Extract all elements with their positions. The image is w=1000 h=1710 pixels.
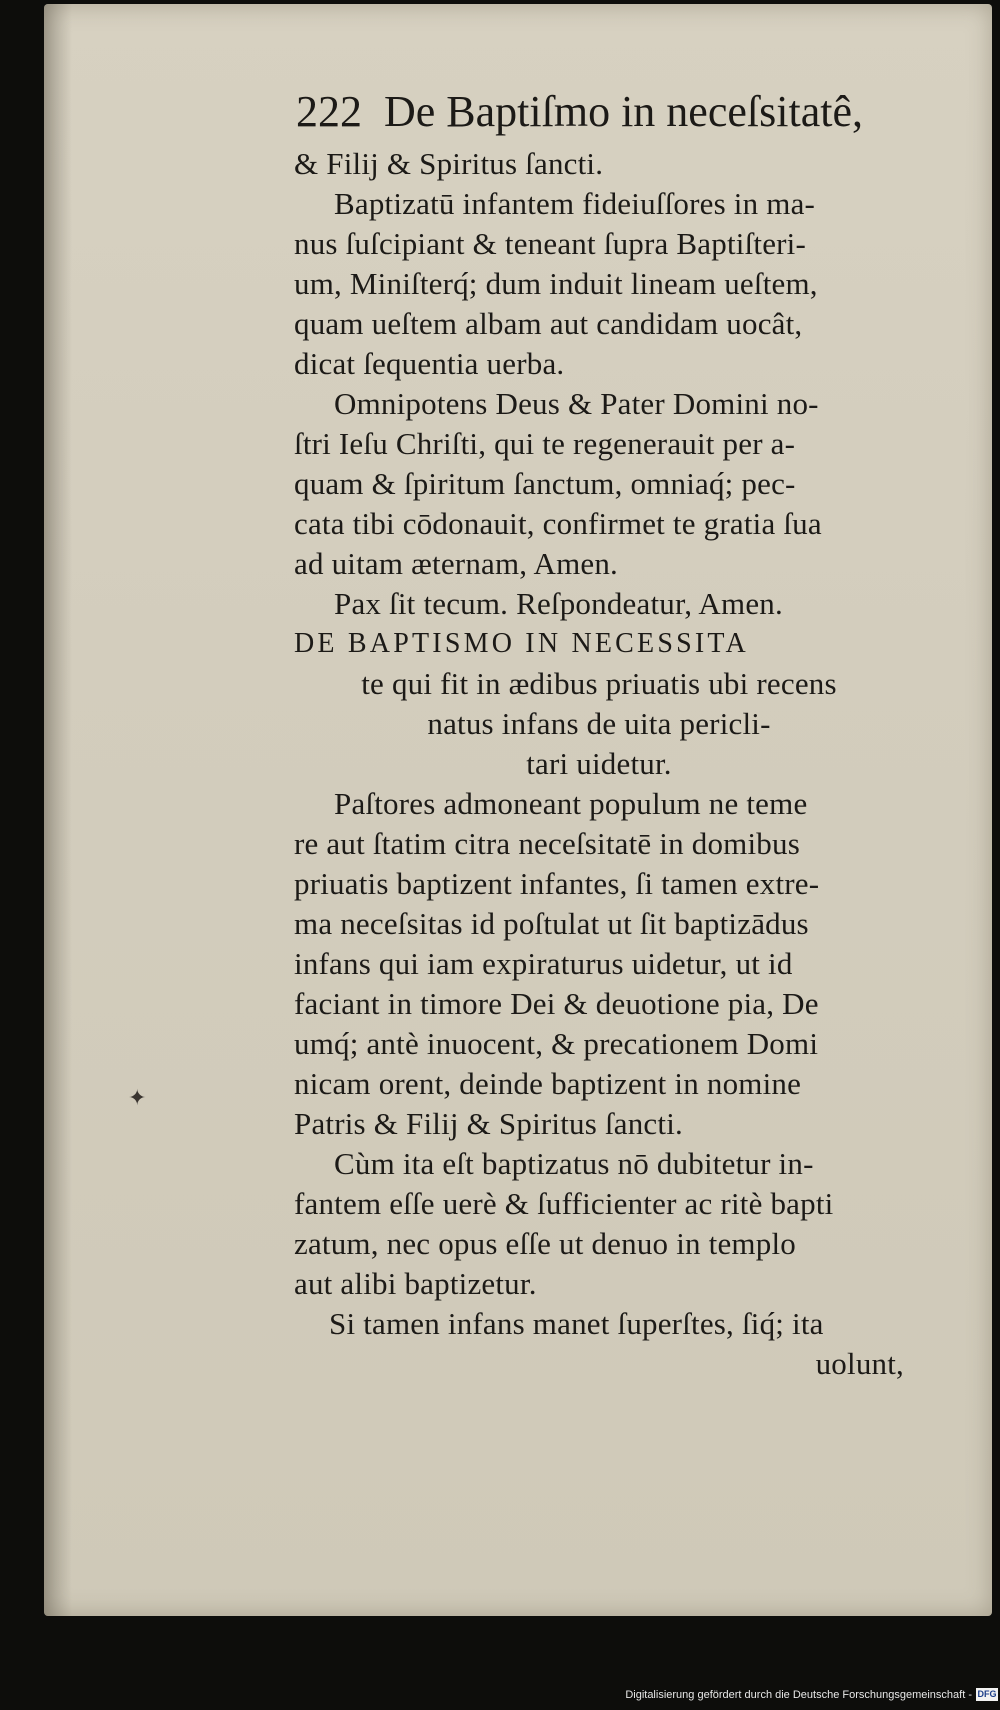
digitization-footer [0, 1687, 1000, 1705]
text-line: Baptizatū infantem fideiuſſores in ma- [334, 186, 816, 221]
text-line: umq́; antè inuocent, & precationem Domi [294, 1026, 819, 1061]
text-line: Omnipotens Deus & Pater Domini no- [334, 386, 819, 421]
section-heading-line: tari uidetur. [526, 746, 672, 781]
text-line: quam & ſpiritum ſanctum, omniaq́; pec- [294, 466, 796, 501]
section-heading-line: natus infans de uita pericli- [427, 706, 771, 741]
running-header [296, 82, 936, 142]
ink-blot-mark: ✦ [128, 1086, 147, 1111]
text-line: Pax ſit tecum. Reſpondeatur, Amen. [334, 586, 783, 621]
funding-credit: Digitalisierung gefördert durch die Deutsche Forschungsgemeinschaft - [625, 1689, 972, 1701]
text-line: priuatis baptizent infantes, ſi tamen extre- [294, 866, 820, 901]
text-line: quam ueſtem albam aut candidam uocât, [294, 306, 803, 341]
catchword: uolunt, [815, 1346, 904, 1381]
text-line: Patris & Filij & Spiritus ſancti. [294, 1106, 683, 1141]
text-line: & Filij & Spiritus ſancti. [294, 146, 604, 181]
book-page [44, 4, 992, 1616]
section-heading-line: te qui fit in ædibus priuatis ubi recens [361, 666, 837, 701]
text-line: zatum, nec opus eſſe ut denuo in templo [294, 1226, 796, 1261]
text-line: infans qui iam expiraturus uidetur, ut id [294, 946, 793, 981]
text-line: Paſtores admoneant populum ne teme [334, 786, 808, 821]
text-line: aut alibi baptizetur. [294, 1266, 537, 1301]
text-line: faciant in timore Dei & deuotione pia, De [294, 986, 819, 1021]
text-line: cata tibi cōdonauit, confirmet te gratia ſua [294, 506, 822, 541]
text-line: ſtri Ieſu Chriſti, qui te regenerauit per a- [294, 426, 796, 461]
text-line: ma neceſsitas id poſtulat ut ſit baptizādus [294, 906, 809, 941]
page-number: 222 [296, 87, 362, 136]
text-line: fantem eſſe uerè & ſufficienter ac ritè bapti [294, 1186, 834, 1221]
text-line: nus ſuſcipiant & teneant ſupra Baptiſteri- [294, 226, 807, 261]
text-line: dicat ſequentia uerba. [294, 346, 565, 381]
dfg-logo: DFG [977, 1689, 997, 1699]
text-line: um, Miniſterq́; dum induit lineam ueſtem, [294, 266, 818, 301]
running-title: De Baptiſmo in neceſsitatê, [384, 87, 863, 136]
text-line: Si tamen infans manet ſuperſtes, ſiq́; ita [329, 1306, 824, 1341]
text-line: re aut ſtatim citra neceſsitatē in domibus [294, 826, 800, 861]
text-line: ad uitam æternam, Amen. [294, 546, 618, 581]
text-line: Cùm ita eſt baptizatus nō dubitetur in- [334, 1146, 814, 1181]
text-line: nicam orent, deinde baptizent in nomine [294, 1066, 802, 1101]
section-heading: DE BAPTISMO IN NECESSITA [294, 628, 749, 659]
